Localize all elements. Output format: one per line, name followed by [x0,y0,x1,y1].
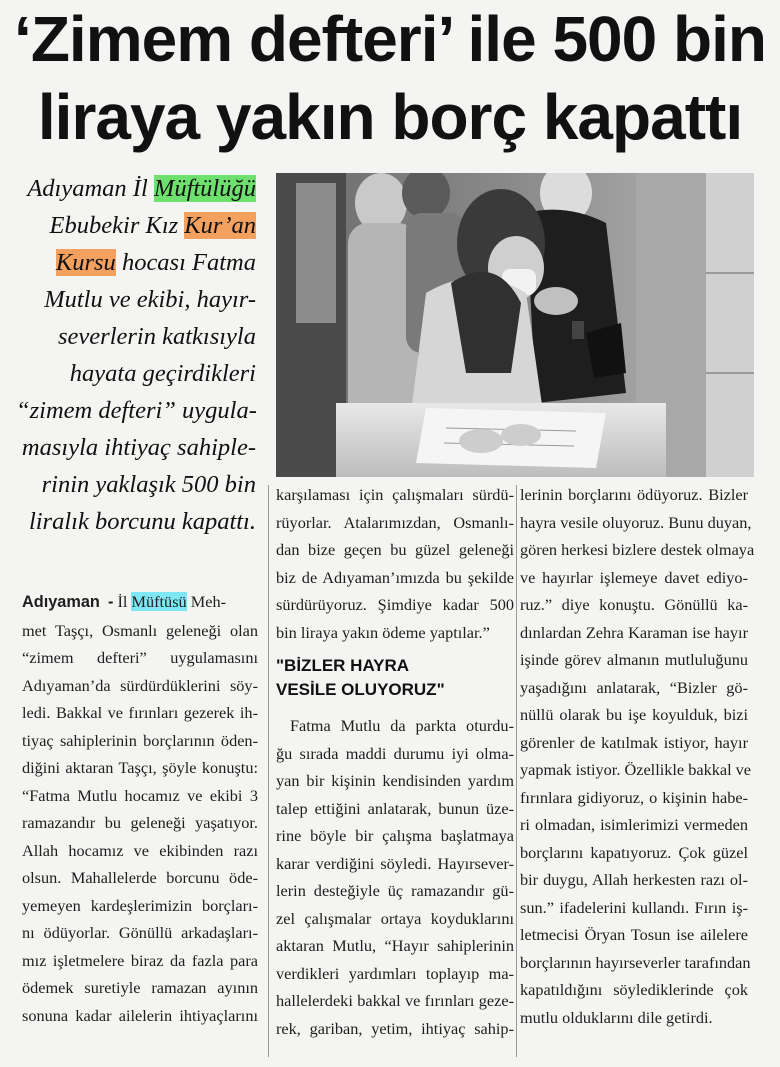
article-column-1 [22,588,258,1029]
lead-text: Ebubekir Kız [49,212,185,239]
body-line: Allah hocamız ve ekibinden razı [22,840,258,860]
highlight-muftulugu: Müftülüğü [153,175,256,202]
headline-line-2: liraya yakın borç kapattı [37,81,743,153]
article-column-3 [520,481,755,1031]
body-line: talep ettiğini anlatarak, bunun üze- [276,798,514,818]
column-divider [268,485,269,1057]
body-line: yaşadığını anlatarak, “Bizler gö- [520,677,748,697]
subheading [276,654,514,702]
body-line: Fatma Mutlu da parkta oturdu- [290,716,514,735]
body-line: kapatıldığını söylediklerinde çok [520,980,748,999]
body-line: met Taşçı, Osmanlı geleneği olan [22,620,258,640]
body-line: bir duygu, Allah herkesten razı ol- [520,870,748,889]
article-column-2 [276,481,514,1042]
highlight-kuran: Kur’an [184,212,256,239]
body-line: lerinin borçlarını ödüyoruz. Bizler [520,485,748,504]
body-line: mız işletmelere biraz da fazla para [22,950,258,970]
body-line: biz de Adıyaman’ımızda bu şekilde [276,567,514,587]
body-line: ramazandır bu geleneği yaşatıyor. [22,813,258,832]
body-line: sonuna kadar ailelerin ihtiyaçlarını [22,1005,258,1025]
lead-text: hocası Fatma [115,249,256,276]
byline-line [22,588,258,617]
body-line: nüllü olarak bu işe koyulduk, bizi [520,705,748,724]
photo-illustration [276,173,754,477]
body-line: karar verdiğini söyledi. Hayırsever- [276,853,514,873]
body-line: hayra vesile oluyoruz. Bunu duyan, [520,512,752,532]
body-line: dan bize geçen bu güzel geleneği [276,540,514,559]
body-line: mutlu olduklarını dile getirdi. [520,1007,713,1027]
body-line: karşılaması için çalışmaları sürdü- [276,485,514,504]
column-divider [516,485,517,1057]
body-line: zel çalışmalar ortaya koyduklarını [276,908,514,928]
body-text: İl [117,592,132,611]
body-line: gören herkesi bizlere destek olmaya [520,540,755,559]
body-line: diğini aktaran Taşçı, şöyle konuştu: [22,758,258,777]
body-line: “Fatma Mutlu hocamız ve ekibi 3 [22,785,258,805]
lead-line: masıyla ihtiyaç sahiple- [21,434,256,461]
body-line: Adıyaman’da sürdürdüklerini söy- [22,675,258,695]
body-line: rek, gariban, yetim, ihtiyaç sahip- [276,1018,514,1038]
body-line: dınlardan Zehra Karaman ise hayır [520,622,748,642]
byline-city: Adıyaman [22,593,100,611]
lead-line [16,207,256,244]
byline-dash: - [107,593,114,611]
body-line: olsun. Mahallelerde borcunu öde- [22,868,258,887]
body-line: yemeyen kardeşlerimizin borçları- [22,895,258,915]
body-line: letmecisi Öryan Tosun ise ailelere [520,925,748,944]
body-line: sun.” ifadelerini kullandı. Fırın iş- [520,897,748,917]
body-line: ruz.” diye konuştu. Gönüllü ka- [520,595,748,614]
lead-line: liralık borcunu kapattı. [28,508,256,535]
subheading-line-1: "BİZLER HAYRA [276,656,410,675]
body-line: aktaran Mutlu, “Hayır sahiplerinin [276,936,514,955]
lead-line: hayata geçirdikleri [69,360,256,387]
lead-line: “zimem defteri” uygula- [16,397,257,424]
headline-line-1: ‘Zimem defteri’ ile 500 bin [14,3,766,75]
body-line: tiyaç sahiplerinin borçlarının öden- [22,730,258,750]
body-line: borçlarını kapatıyoruz. Çok güzel [520,842,748,862]
headline [0,0,780,156]
body-line: fırınlara gidiyoruz, o kişinin habe- [520,787,748,807]
body-line: işinde görev almanın mutluluğunu [520,650,748,669]
body-line: rine böyle bir çalışma başlatmaya [276,826,514,845]
lead-line: rinin yaklaşık 500 bin [41,471,256,498]
body-line: hallelerdeki bakkal ve fırınları geze- [276,991,514,1010]
body-line: görenler de katılmak istiyor, hayır [520,732,748,752]
body-line: yan bir kişinin kendisinden yardım [276,771,514,790]
body-line: yapmak istiyor. Özellikle bakkal ve [520,760,752,779]
body-text: Meh- [186,592,227,611]
news-photo [276,173,754,477]
body-line: ve hayırlar işlemeye davet ediyo- [520,567,748,587]
lead-text: Adıyaman İl [27,175,154,202]
body-line: ledi. Bakkal ve fırınları gezerek ih- [22,703,258,722]
body-line: “zimem defteri” uygulamasını [22,648,258,667]
lead-line [16,170,256,207]
lead-line: severlerin katkısıyla [58,323,256,350]
body-line: nı ödüyorlar. Gönüllü arkadaşları- [22,923,258,942]
body-line: rüyorlar. Atalarımızdan, Osmanlı- [276,512,514,532]
body-line: sürdürüyoruz. Şimdiye kadar 500 [276,595,514,614]
body-line: borçlarının hayırseverler tarafından [520,952,751,972]
highlight-kursu: Kursu [55,249,116,276]
body-line: lerin desteğiyle üç ramazandır gü- [276,881,514,900]
highlight-muftusu: Müftüsü [131,592,187,611]
body-line: bin liraya yakın ödeme yaptılar.” [276,622,490,642]
body-line: ödemek suretiyle ramazan ayının [22,978,258,997]
body-line: verdikleri yardımları toplayıp ma- [276,963,514,983]
body-line: ri olmadan, isimlerimizi vermeden [520,815,748,834]
lead-line [16,244,256,281]
body-line: ğu sırada maddi durumu iyi olma- [276,743,514,763]
lead-paragraph [16,170,256,540]
subheading-line-2: VESİLE OLUYORUZ" [276,680,445,699]
lead-line: Mutlu ve ekibi, hayır- [44,286,256,313]
